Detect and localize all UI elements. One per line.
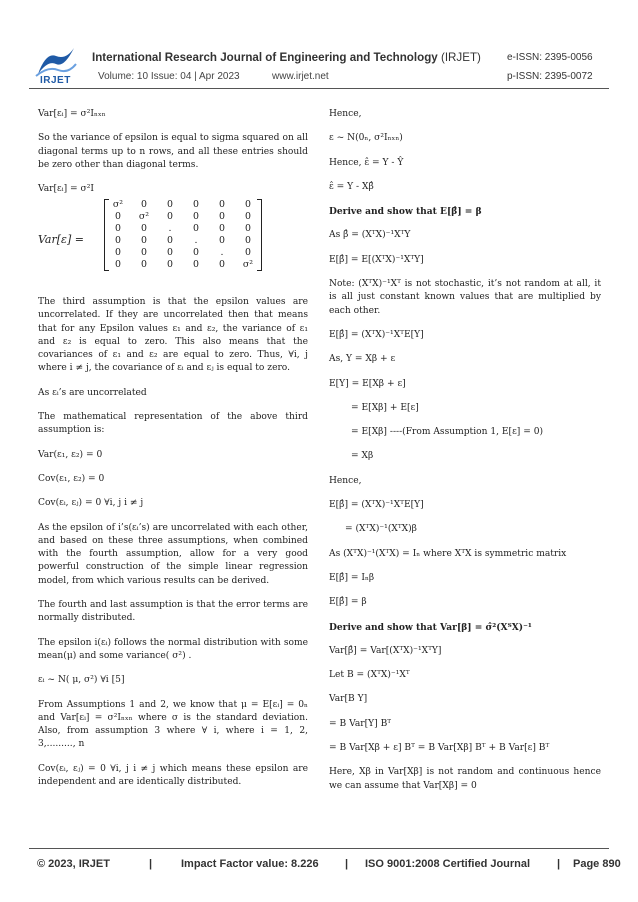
equation: = B Var[Xβ + ε] Bᵀ = B Var[Xβ] Bᵀ + B Var[ε] Bᵀ <box>329 743 550 754</box>
equation: Var[β̂] = Var[(XᵀX)⁻¹XᵀY] <box>329 645 442 656</box>
matrix-cell: . <box>168 223 172 234</box>
equation: As β̂ = (XᵀX)⁻¹XᵀY <box>329 230 411 241</box>
equation: = E[Xβ] + E[ε] <box>351 402 419 413</box>
matrix-cell: 0 <box>115 247 121 258</box>
footer-separator: | <box>345 858 349 870</box>
matrix-label: Var[ε] = <box>38 233 84 246</box>
matrix-cell: 0 <box>141 247 147 258</box>
matrix-cell: 0 <box>219 199 225 210</box>
equation: As, Y = Xβ + ε <box>329 354 396 365</box>
equation: E[β̂] = (XᵀX)⁻¹XᵀE[Y] <box>329 329 424 340</box>
paragraph: The third assumption is that the epsilon values are uncorrelated. If they are uncorrelated then that means that for any Epsilon values ε₁ and ε₂, the variance of ε₁ and ε₂ is equal to zero. This also means that the covariances of ε₁ and ε₂ are equal to zero. Thus, ∀i, j where i ≠ j, the covariance of εᵢ and εⱼ is equal to zero. <box>38 297 308 374</box>
matrix-cell: 0 <box>167 199 173 210</box>
matrix-cell: 0 <box>115 235 121 246</box>
matrix-cell: σ² <box>242 259 254 270</box>
copyright: © 2023, IRJET <box>37 858 110 870</box>
section-heading: Derive and show that E[β̂] = β <box>329 206 482 218</box>
paragraph: Var[εᵢ] = σ²Iₙₓₙ <box>38 109 106 119</box>
section-heading: Derive and show that Var[β] = σ̂²(XᵀX)⁻¹ <box>329 621 532 633</box>
matrix-cell: 0 <box>219 235 225 246</box>
matrix-cell: 0 <box>141 259 147 270</box>
paragraph: Hence, <box>329 475 362 486</box>
equation: E[β̂] = E[(XᵀX)⁻¹XᵀY] <box>329 254 424 265</box>
matrix-cell: 0 <box>245 223 251 234</box>
paragraph: As the epsilon of i’s(εᵢ’s) are uncorrelated with each other, and based on these three assumptions, when combined with the fourth assumption, allow for a very good powerful construction of the simple linear regression model, from which various results can be derived. <box>38 522 308 586</box>
matrix-row <box>105 259 261 271</box>
matrix-cell: 0 <box>167 211 173 222</box>
impact-factor: Impact Factor value: 8.226 <box>181 858 319 870</box>
equation: ε ~ N(0ₙ, σ²Iₙₓₙ) <box>329 133 403 144</box>
equation: Cov(ε₁, ε₂) = 0 <box>38 473 105 484</box>
paragraph: The fourth and last assumption is that the error terms are normally distributed. <box>38 600 308 624</box>
journal-abbr: (IRJET) <box>440 51 481 64</box>
matrix-cell: 0 <box>115 211 121 222</box>
equation: = B Var[Y] Bᵀ <box>329 718 392 729</box>
paragraph: Note: (XᵀX)⁻¹Xᵀ is not stochastic, it’s not random at all, it is all just constant known values that are multiplied by each other. <box>329 279 601 316</box>
left-column-body <box>38 296 308 789</box>
equation: Let B = (XᵀX)⁻¹Xᵀ <box>329 670 410 681</box>
footer-separator: | <box>557 858 561 870</box>
paragraph: The mathematical representation of the above third assumption is: <box>38 412 308 436</box>
pissn: p-ISSN: 2395-0072 <box>507 71 593 82</box>
matrix-cell: 0 <box>219 211 225 222</box>
equation: Var(ε₁, ε₂) = 0 <box>38 449 103 460</box>
matrix-row <box>105 211 261 223</box>
left-column <box>38 108 308 196</box>
eissn: e-ISSN: 2395-0056 <box>507 52 593 63</box>
journal-name: International Research Journal of Engineering and Technology <box>92 51 438 64</box>
matrix-row <box>105 199 261 211</box>
matrix-cell: 0 <box>193 223 199 234</box>
matrix-cell: . <box>194 235 198 246</box>
page-number: Page 890 <box>573 858 621 870</box>
matrix-row <box>105 223 261 235</box>
page-header <box>0 0 638 88</box>
volume-info: Volume: 10 Issue: 04 | Apr 2023 <box>98 71 240 82</box>
matrix-cell: 0 <box>115 223 121 234</box>
equation: E[β̂] = Iₙβ <box>329 572 375 583</box>
equation: E[β̂] = β <box>329 597 367 608</box>
equation: Cov(εᵢ, εⱼ) = 0 ∀i, j i ≠ j <box>38 498 144 509</box>
matrix-cell: 0 <box>245 235 251 246</box>
equation: = (XᵀX)⁻¹(XᵀX)β <box>345 524 417 535</box>
matrix-grid <box>104 199 262 271</box>
matrix-cell: 0 <box>167 247 173 258</box>
equation: = Xβ <box>351 451 374 462</box>
logo-text: IRJET <box>40 75 71 86</box>
matrix-cell: 0 <box>141 235 147 246</box>
paragraph: Var[εᵢ] = σ²I <box>38 184 94 195</box>
iso-certification: ISO 9001:2008 Certified Journal <box>365 858 531 870</box>
right-column <box>329 108 601 793</box>
matrix-cell: 0 <box>141 199 147 210</box>
equation: Hence, ε̂ = Y - Ŷ <box>329 157 404 168</box>
equation: E[Y] = E[Xβ + ε] <box>329 378 406 389</box>
matrix-cell: σ² <box>112 199 124 210</box>
equation: As (XᵀX)⁻¹(XᵀX) = Iₙ where XᵀX is symmetric matrix <box>329 548 567 559</box>
matrix-cell: 0 <box>193 211 199 222</box>
matrix-cell: σ² <box>138 211 150 222</box>
matrix-cell: 0 <box>245 211 251 222</box>
matrix-cell: 0 <box>245 199 251 210</box>
equation: Var[B Y] <box>329 694 368 705</box>
equation: = E[Xβ] ----(From Assumption 1, E[ε] = 0) <box>351 427 544 438</box>
equation: E[β̂] = (XᵀX)⁻¹XᵀE[Y] <box>329 500 424 511</box>
matrix-row <box>105 247 261 259</box>
matrix-row <box>105 235 261 247</box>
matrix-cell: . <box>220 247 224 258</box>
paragraph: The epsilon i(εᵢ) follows the normal distribution with some mean(μ) and some variance( σ²) . <box>38 637 308 661</box>
equation: εᵢ ~ N( μ, σ²) ∀i [5] <box>38 675 125 686</box>
paragraph: Here, Xβ in Var[Xβ] is not random and continuous hence we can assume that Var[Xβ] = 0 <box>329 767 601 791</box>
matrix-cell: 0 <box>167 259 173 270</box>
matrix-cell: 0 <box>167 235 173 246</box>
matrix-cell: 0 <box>193 199 199 210</box>
matrix-cell: 0 <box>193 247 199 258</box>
matrix-cell: 0 <box>193 259 199 270</box>
variance-matrix <box>38 199 308 277</box>
website-link[interactable]: www.irjet.net <box>272 71 329 82</box>
matrix-cell: 0 <box>245 247 251 258</box>
journal-title <box>92 51 481 64</box>
footer-separator: | <box>149 858 153 870</box>
paragraph: Hence, <box>329 109 362 119</box>
footer-divider <box>29 848 609 849</box>
paragraph: So the variance of epsilon is equal to sigma squared on all diagonal terms up to n rows, and all these entries should be zero other than diagonal terms. <box>38 133 308 170</box>
equation: ε̂ = Y - Xβ̂ <box>329 181 374 192</box>
matrix-cell: 0 <box>115 259 121 270</box>
paragraph: As εᵢ’s are uncorrelated <box>38 387 147 398</box>
paragraph: Cov(εᵢ, εⱼ) = 0 ∀i, j i ≠ j which means these epsilon are independent and are identically distributed. <box>38 763 308 788</box>
matrix-cell: 0 <box>141 223 147 234</box>
matrix-cell: 0 <box>219 259 225 270</box>
matrix-cell: 0 <box>219 223 225 234</box>
paragraph: From Assumptions 1 and 2, we know that μ = E[εᵢ] = 0ₙ and Var[εᵢ] = σ²Iₙₓₙ where σ is the standard deviation. Also, from assumption 3 where ∀ i, where i = 1, 2, 3,........., n <box>38 699 308 750</box>
header-divider <box>29 88 609 89</box>
